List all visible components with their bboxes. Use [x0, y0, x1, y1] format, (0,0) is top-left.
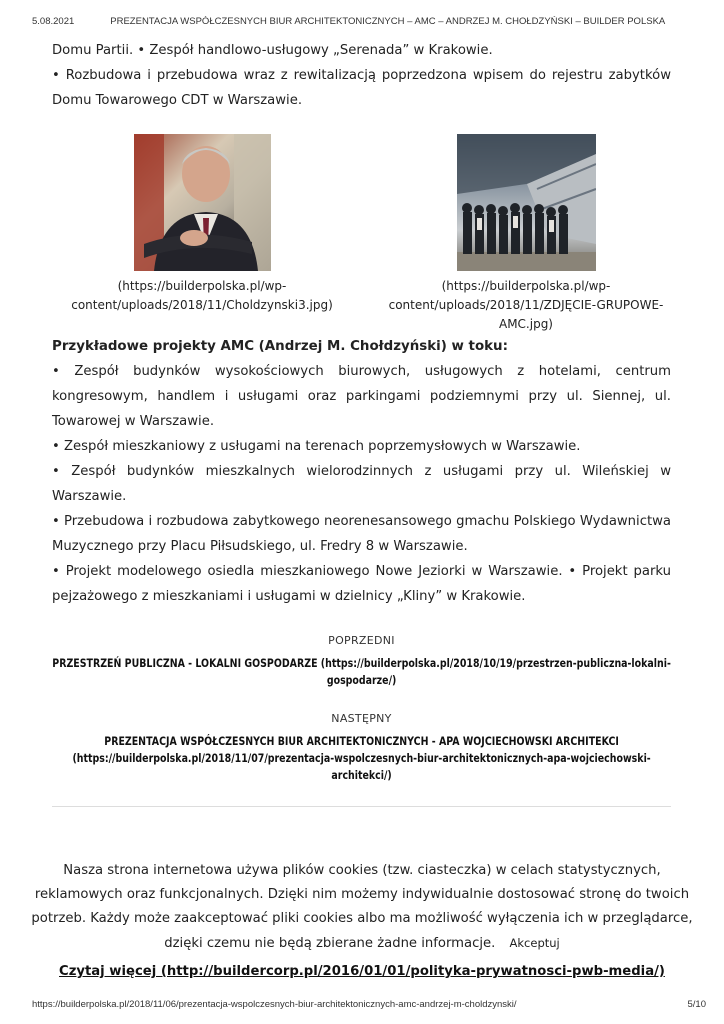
intro-paragraph-1: Domu Partii. • Zespół handlowo-usługowy „Serenada” w Krakowie. [52, 43, 493, 58]
portrait-image [134, 134, 271, 271]
group-image [457, 134, 596, 271]
portrait-photo[interactable] [134, 134, 271, 271]
next-post-block [52, 711, 671, 784]
print-footer [32, 999, 706, 1010]
prev-post-label: POPRZEDNI [328, 634, 395, 647]
intro-paragraph-2: • Rozbudowa i przebudowa wraz z rewitalizacją poprzedzona wpisem do rejestru zabytków Domu Towarowego CDT w Warszawie. [52, 68, 671, 108]
project-item: • Zespół budynków mieszkalnych wielorodzinnych z usługami przy ul. Wileńskiej w Warszawie. [52, 464, 671, 504]
print-title: PREZENTACJA WSPÓŁCZESNYCH BIUR ARCHITEKTONICZNYCH – AMC – ANDRZEJ M. CHOŁDZYŃSKI – BUILDER POLSKA [110, 16, 666, 27]
group-photo[interactable] [457, 134, 596, 271]
cookie-text: Nasza strona internetowa używa plików cookies (tzw. ciasteczka) w celach statystycznych, reklamowych oraz funkcjonalnych. Dzięki nim możemy indywidualnie dostosować stronę do twoich potrzeb. Każdy może zaakceptować pliki cookies albo ma możliwość wyłączenia ich w przeglądarce, dzięki czemu nie będą zbierane żadne informacje. [31, 863, 693, 951]
project-item: • Przebudowa i rozbudowa zabytkowego neorenesansowego gmachu Polskiego Wydawnictwa Muzycznego przy Placu Piłsudskiego, ul. Fredry 8 w Warszawie. [52, 514, 671, 554]
projects-heading: Przykładowe projekty AMC (Andrzej M. Chołdzyński) w toku: [52, 339, 508, 354]
page-url: https://builderpolska.pl/2018/11/06/prezentacja-wspolczesnych-biur-architektonicznych-amc-andrzej-m-choldzynski/ [32, 999, 517, 1010]
next-post-link[interactable]: PREZENTACJA WSPÓŁCZESNYCH BIUR ARCHITEKTONICZNYCH - APA WOJCIECHOWSKI ARCHITEKCI (https://builderpolska.pl/2018/11/07/prezentacja-wspolczesnych-biur-architektonicznych-apa-wojciechowski-architekci/) [72, 734, 651, 782]
project-item: • Zespół mieszkaniowy z usługami na terenach poprzemysłowych w Warszawie. [52, 439, 581, 454]
figure-caption[interactable]: (https://builderpolska.pl/wp-content/uploads/2018/11/Choldzynski3.jpg) [71, 279, 333, 312]
privacy-policy-link[interactable]: Czytaj więcej (http://buildercorp.pl/2016/01/01/polityka-prywatnosci-pwb-media/) [59, 964, 665, 979]
accept-cookies-button[interactable]: Akceptuj [509, 936, 560, 950]
next-post-label: NASTĘPNY [331, 712, 392, 725]
prev-post-block [52, 633, 671, 689]
project-item: • Zespół budynków wysokościowych biurowych, usługowych z hotelami, centrum kongresowym, handlem i usługami oraz parkingami podziemnymi przy ul. Siennej, ul. Towarowej w Warszawie. [52, 364, 671, 429]
article-content [52, 38, 671, 807]
photo-gallery [52, 134, 671, 334]
figure-caption[interactable]: (https://builderpolska.pl/wp-content/uploads/2018/11/ZDJĘCIE-GRUPOWE-AMC.jpg) [388, 279, 664, 331]
print-header [32, 16, 706, 27]
cookie-banner [20, 859, 704, 984]
figure-choldzynski [57, 134, 347, 334]
print-date: 5.08.2021 [32, 16, 75, 27]
divider [52, 806, 671, 807]
project-item: • Projekt modelowego osiedla mieszkaniowego Nowe Jeziorki w Warszawie. • Projekt parku pejzażowego z mieszkaniami i usługami w dzielnicy „Kliny” w Krakowie. [52, 564, 671, 604]
figure-group [381, 134, 671, 334]
prev-post-link[interactable]: PRZESTRZEŃ PUBLICZNA - LOKALNI GOSPODARZE (https://builderpolska.pl/2018/10/19/przestrzen-publiczna-lokalni-gospodarze/) [52, 656, 671, 687]
page-number: 5/10 [687, 999, 706, 1010]
